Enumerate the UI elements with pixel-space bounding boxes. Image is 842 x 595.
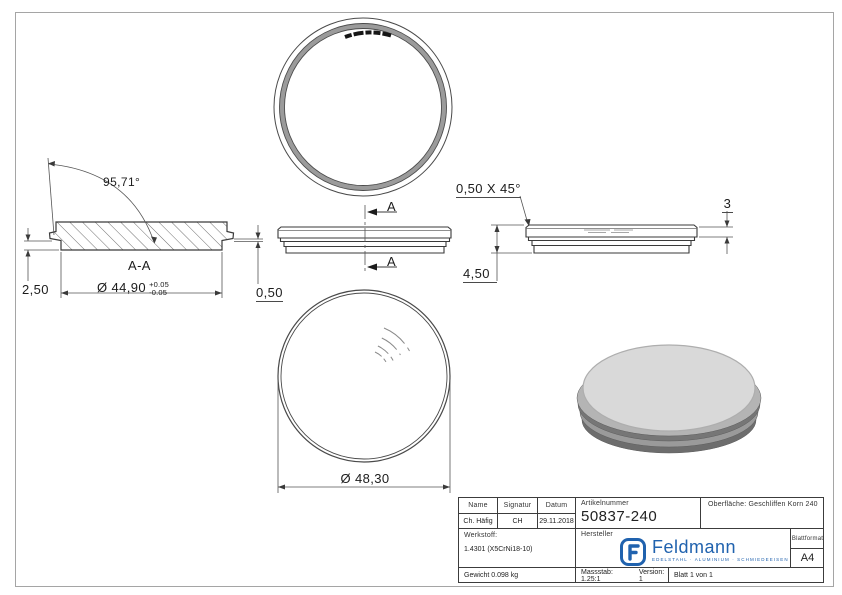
- dim-lip-height: 0,50: [256, 285, 283, 300]
- tolerance-minus: -0.05: [149, 287, 168, 297]
- dim-step-height: 2,50: [22, 282, 49, 297]
- name-value: Ch. Häfig: [459, 514, 498, 529]
- blattformat-label: Blattformat: [791, 529, 824, 549]
- signatur-label: Signatur: [498, 498, 538, 514]
- artikelnummer-label: Artikelnummer: [581, 500, 629, 507]
- dim-total-height: 4,50: [463, 267, 497, 283]
- tolerance-plus: +0.05: [149, 280, 170, 290]
- oberflaeche-cell: [701, 498, 824, 529]
- dim-chamfer: 0,50 X 45°: [456, 181, 521, 196]
- hersteller-label: Hersteller: [581, 531, 613, 538]
- artikelnummer-cell: [576, 498, 701, 529]
- dim-angle: 95,71°: [103, 175, 141, 189]
- dim-outer-diameter: Ø 48,30: [340, 471, 390, 486]
- werkstoff-label: Werkstoff:: [464, 532, 498, 539]
- cut-label-top: A: [387, 199, 397, 214]
- datum-label: Datum: [538, 498, 576, 514]
- iso-render: [577, 345, 761, 453]
- bottom-view: [278, 290, 450, 493]
- version-value: Version: 1: [638, 568, 665, 583]
- logo-brand: Feldmann: [652, 537, 737, 557]
- werkstoff-cell: [459, 529, 576, 568]
- signatur-value: CH: [498, 514, 538, 529]
- feldmann-logo: [620, 538, 789, 566]
- oberflaeche-value: Oberfläche: Geschliffen Korn 240: [708, 501, 818, 508]
- werkstoff-value: 1.4301 (X5CrNi18-10): [464, 546, 533, 553]
- feldmann-logo-icon: [620, 538, 646, 566]
- side-view: [491, 196, 733, 281]
- title-block: [458, 497, 824, 583]
- name-label: Name: [459, 498, 498, 514]
- cut-label-bottom: A: [387, 254, 397, 269]
- blattformat-divider: [790, 529, 791, 568]
- gewicht-cell: Gewicht 0.098 kg: [459, 568, 576, 583]
- front-view: [278, 205, 451, 273]
- section-label: A-A: [128, 258, 151, 273]
- massstab-cell: [576, 568, 669, 583]
- dim-3-lines: [699, 211, 733, 254]
- logo-tagline: EDELSTAHL · ALUMINIUM · SCHMIEDEEISEN: [652, 557, 789, 562]
- dim-top-height: 3: [723, 196, 732, 211]
- hersteller-cell: [576, 529, 791, 568]
- artikelnummer-value: 50837-240: [581, 508, 658, 525]
- dim-inner-diameter: Ø 44,90 +0.05 -0.05: [97, 280, 170, 297]
- section-view-aa: [24, 158, 263, 298]
- massstab-value: Massstab: 1.25:1: [581, 568, 613, 583]
- blattformat-value: A4: [791, 549, 824, 568]
- datum-value: 29.11.2018: [538, 514, 576, 529]
- blatt-cell: Blatt 1 von 1: [674, 572, 713, 579]
- top-view: [274, 18, 452, 196]
